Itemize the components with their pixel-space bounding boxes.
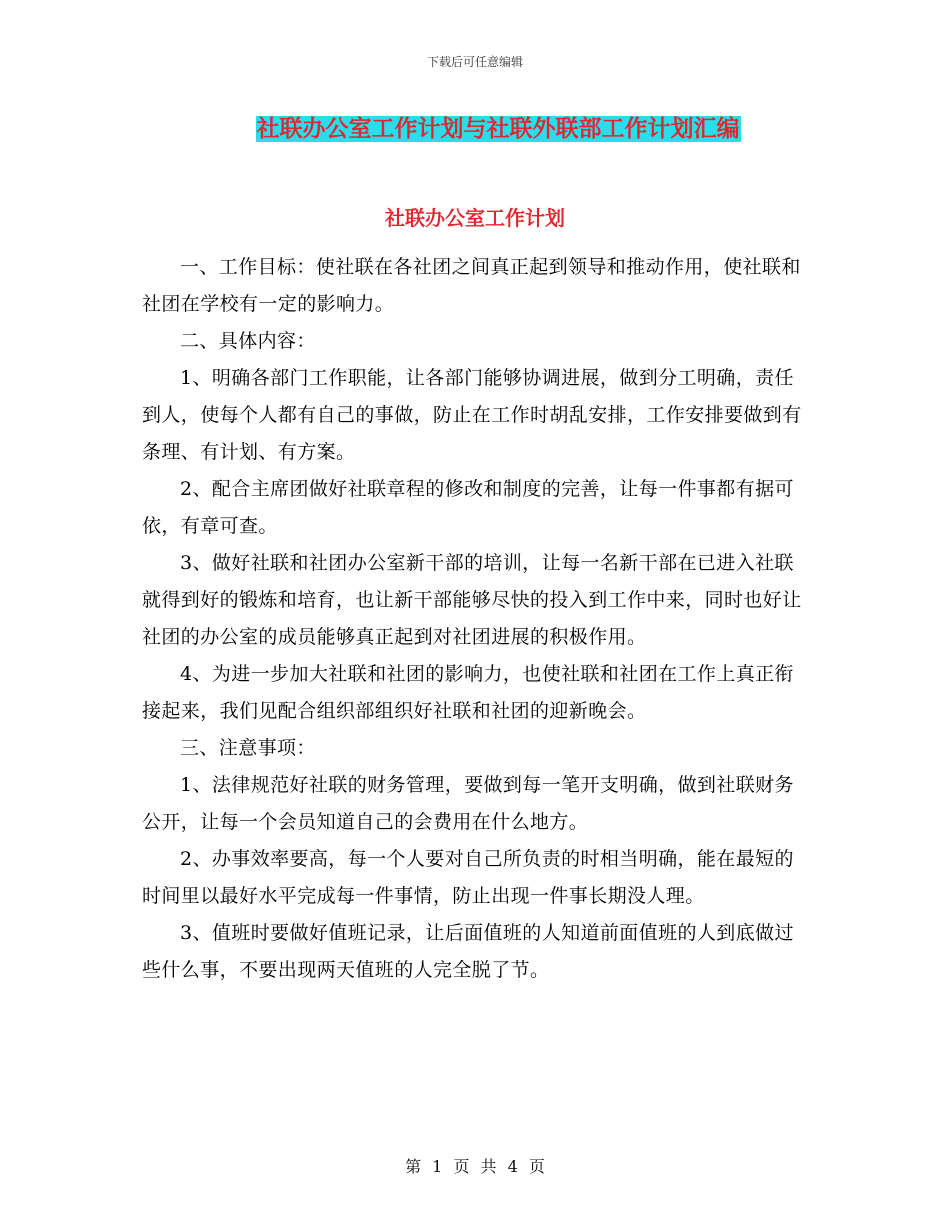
document-title-text: 社联办公室工作计划与社联外联部工作计划汇编 xyxy=(256,116,740,142)
paragraph: 一、工作目标：使社联在各社团之间真正起到领导和推动作用，使社联和社团在学校有一定的影响力。 xyxy=(142,256,801,315)
page-number: 第 1 页 共 4 页 xyxy=(405,1157,545,1176)
document-body xyxy=(142,249,807,989)
paragraph: 2、办事效率要高，每一个人要对自己所负责的时相当明确，能在最短的时间里以最好水平完成每一件事情，防止出现一件事长期没人理。 xyxy=(142,848,794,907)
paragraph: 1、法律规范好社联的财务管理，要做到每一笔开支明确，做到社联财务公开，让每一个会员知道自己的会费用在什么地方。 xyxy=(142,774,794,833)
section-title: 社联办公室工作计划 xyxy=(385,206,565,230)
paragraph: 二、具体内容： xyxy=(180,330,316,352)
paragraph: 2、配合主席团做好社联章程的修改和制度的完善，让每一件事都有据可依，有章可查。 xyxy=(142,478,794,537)
paragraph: 3、做好社联和社团办公室新干部的培训，让每一名新干部在已进入社联就得到好的锻炼和培育，也让新干部能够尽快的投入到工作中来，同时也好让社团的办公室的成员能够真正起到对社团进展的积极作用。 xyxy=(142,552,802,648)
document-title xyxy=(0,112,950,146)
paragraph: 三、注意事项： xyxy=(180,737,316,759)
paragraph: 3、值班时要做好值班记录，让后面值班的人知道前面值班的人到底做过些什么事，不要出现两天值班的人完全脱了节。 xyxy=(142,922,794,981)
paragraph: 4、为进一步加大社联和社团的影响力，也使社联和社团在工作上真正衔接起来，我们见配合组织部组织好社联和社团的迎新晚会。 xyxy=(142,663,794,722)
paragraph: 1、明确各部门工作职能，让各部门能够协调进展，做到分工明确，责任到人，使每个人都有自己的事做，防止在工作时胡乱安排，工作安排要做到有条理、有计划、有方案。 xyxy=(142,367,802,463)
header-note: 下载后可任意编辑 xyxy=(426,55,523,69)
